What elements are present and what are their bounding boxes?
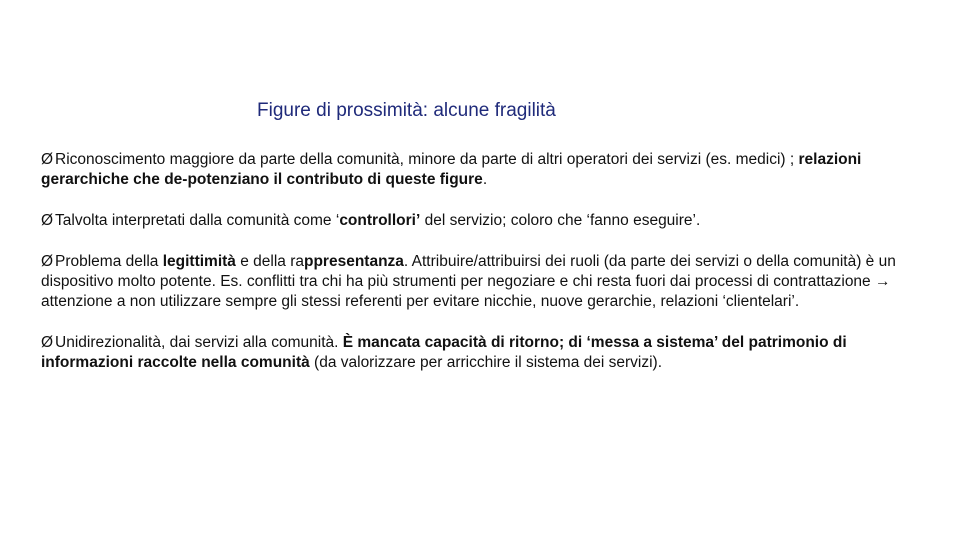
arrow-bullet-icon: Ø [41, 212, 54, 229]
bullet-text: (da valorizzare per arricchire il sistema dei servizi). [309, 354, 663, 371]
bullet-text: del servizio; coloro che ‘fanno eseguire’. [420, 212, 701, 229]
bullet-text: Problema della [55, 253, 163, 270]
bullet-text: Riconoscimento maggiore da parte della comunità, minore da parte di altri operatori dei servizi (es. medici) ; [55, 151, 799, 168]
bullet-item [41, 211, 931, 231]
bullet-text: Unidirezionalità, dai servizi alla comunità. [55, 334, 343, 351]
bullet-text-bold: relazioni gerarchiche che de-potenziano il contributo di queste figure [41, 151, 862, 188]
arrow-bullet-icon: Ø [41, 334, 54, 351]
bullet-text: . [482, 171, 488, 188]
bullet-text: . Attribuire/attribuirsi dei ruoli (da parte dei servizi o della comunità) è un dispositivo molto potente. Es. conflitti tra chi ha più strumenti per negoziare e chi resta fuori dai processi di contrattazione → attenzione a non utilizzare sempre gli stessi referenti per evitare nicchie, nuove gerarchie, relazioni ‘clientelari’. [41, 253, 896, 310]
bullet-text-bold: È mancata capacità di ritorno; di ‘messa a sistema’ del patrimonio di informazioni raccolte nella comunità [41, 334, 847, 371]
arrow-bullet-icon: Ø [41, 253, 54, 270]
arrow-bullet-icon: Ø [41, 151, 54, 168]
bullet-text: Talvolta interpretati dalla comunità come ‘ [55, 212, 340, 229]
bullet-text-bold: ppresentanza [303, 253, 404, 270]
bullet-item [41, 252, 931, 312]
bullet-list [41, 150, 931, 394]
bullet-item [41, 333, 931, 373]
slide-title: Figure di prossimità: alcune fragilità [257, 100, 556, 121]
bullet-item [41, 150, 931, 190]
bullet-text-bold: controllori’ [339, 212, 421, 229]
bullet-text-bold: legittimità [162, 253, 236, 270]
bullet-text: e della ra [235, 253, 304, 270]
